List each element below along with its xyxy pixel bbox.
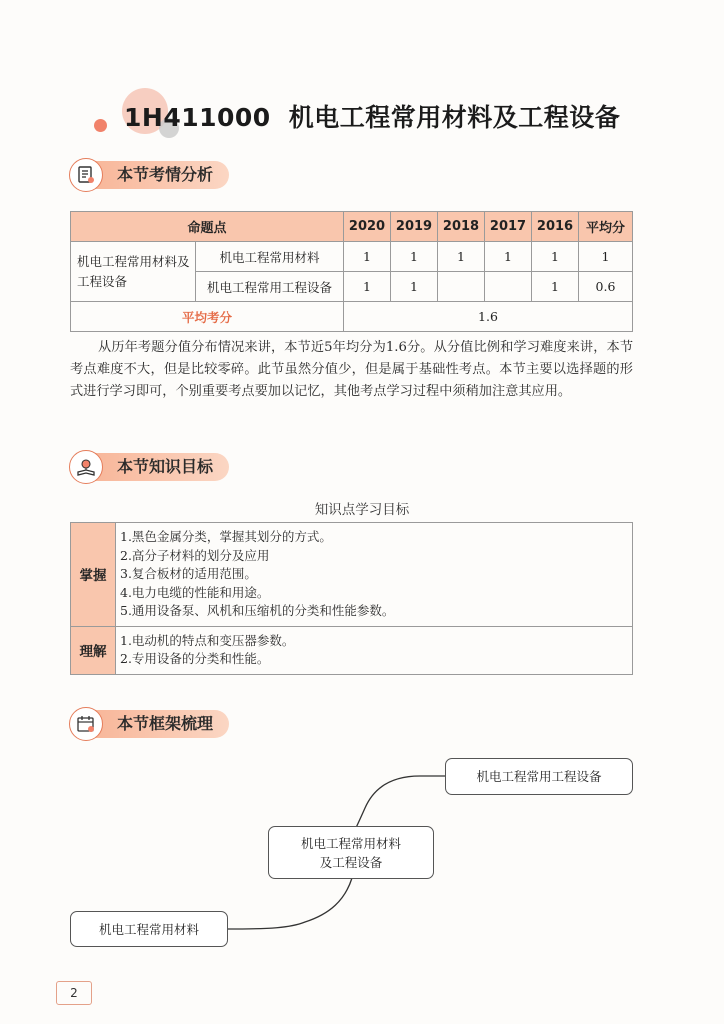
connector-bottom	[228, 878, 352, 929]
header-cell: 平均分	[579, 212, 633, 242]
average-label-cell: 平均考分	[71, 302, 344, 332]
page-number: 2	[56, 981, 92, 1005]
analysis-paragraph: 从历年考题分值分布情况来讲，本节近5年均分为1.6分。从分值比例和学习难度来讲，本节考点难度不大，但是比较零碎。此节虽然分值少，但是属于基础性考点。本节主要以选择题的形式进行学习即可，个别重要考点要加以记忆，其他考点学习过程中须稍加注意其应用。	[70, 340, 633, 399]
list-item: 4.电力电缆的性能和用途。	[120, 584, 270, 600]
value-cell: 1	[579, 242, 633, 272]
value-cell: 0.6	[579, 272, 633, 302]
mindmap-node-equipment: 机电工程常用工程设备	[445, 758, 633, 795]
header-cell: 2016	[532, 212, 579, 242]
header-cell: 命题点	[71, 212, 344, 242]
value-cell: 1	[438, 242, 485, 272]
value-cell: 1	[532, 272, 579, 302]
value-cell: 1	[344, 242, 391, 272]
value-cell: 1	[485, 242, 532, 272]
list-item: 5.通用设备泵、风机和压缩机的分类和性能参数。	[120, 603, 395, 618]
header-cell: 2020	[344, 212, 391, 242]
mindmap-node-center	[268, 826, 434, 879]
understand-label-cell: 理解	[71, 626, 116, 674]
value-cell: 1	[391, 242, 438, 272]
center-line: 机电工程常用材料	[300, 835, 401, 851]
average-value-cell: 1.6	[344, 302, 633, 332]
master-label-cell: 掌握	[71, 523, 116, 627]
title-text: 机电工程常用材料及工程设备	[288, 103, 621, 132]
list-item: 3.复合板材的适用范围。	[120, 566, 257, 581]
section-title: 本节考情分析	[95, 161, 229, 189]
list-item: 2.专用设备的分类和性能。	[120, 651, 270, 666]
title-code: 1H411000	[124, 103, 271, 132]
group-label-cell: 机电工程常用材料及工程设备	[71, 242, 196, 302]
value-cell: 1	[391, 272, 438, 302]
header-cell: 2019	[391, 212, 438, 242]
value-cell: 1	[532, 242, 579, 272]
row-label-cell: 机电工程常用材料	[196, 242, 344, 272]
list-item: 1.电动机的特点和变压器参数。	[120, 632, 295, 648]
mindmap-node-materials: 机电工程常用材料	[70, 911, 228, 947]
knowledge-caption: 知识点学习目标	[314, 502, 410, 518]
header-cell: 2017	[485, 212, 532, 242]
section-title: 本节框架梳理	[95, 710, 229, 738]
section-title: 本节知识目标	[95, 453, 229, 481]
center-line: 及工程设备	[319, 854, 383, 870]
list-item: 2.高分子材料的划分及应用	[120, 547, 270, 563]
list-item: 1.黑色金属分类，掌握其划分的方式。	[120, 529, 332, 544]
value-cell: 1	[344, 272, 391, 302]
header-cell: 2018	[438, 212, 485, 242]
row-label-cell: 机电工程常用工程设备	[196, 272, 344, 302]
